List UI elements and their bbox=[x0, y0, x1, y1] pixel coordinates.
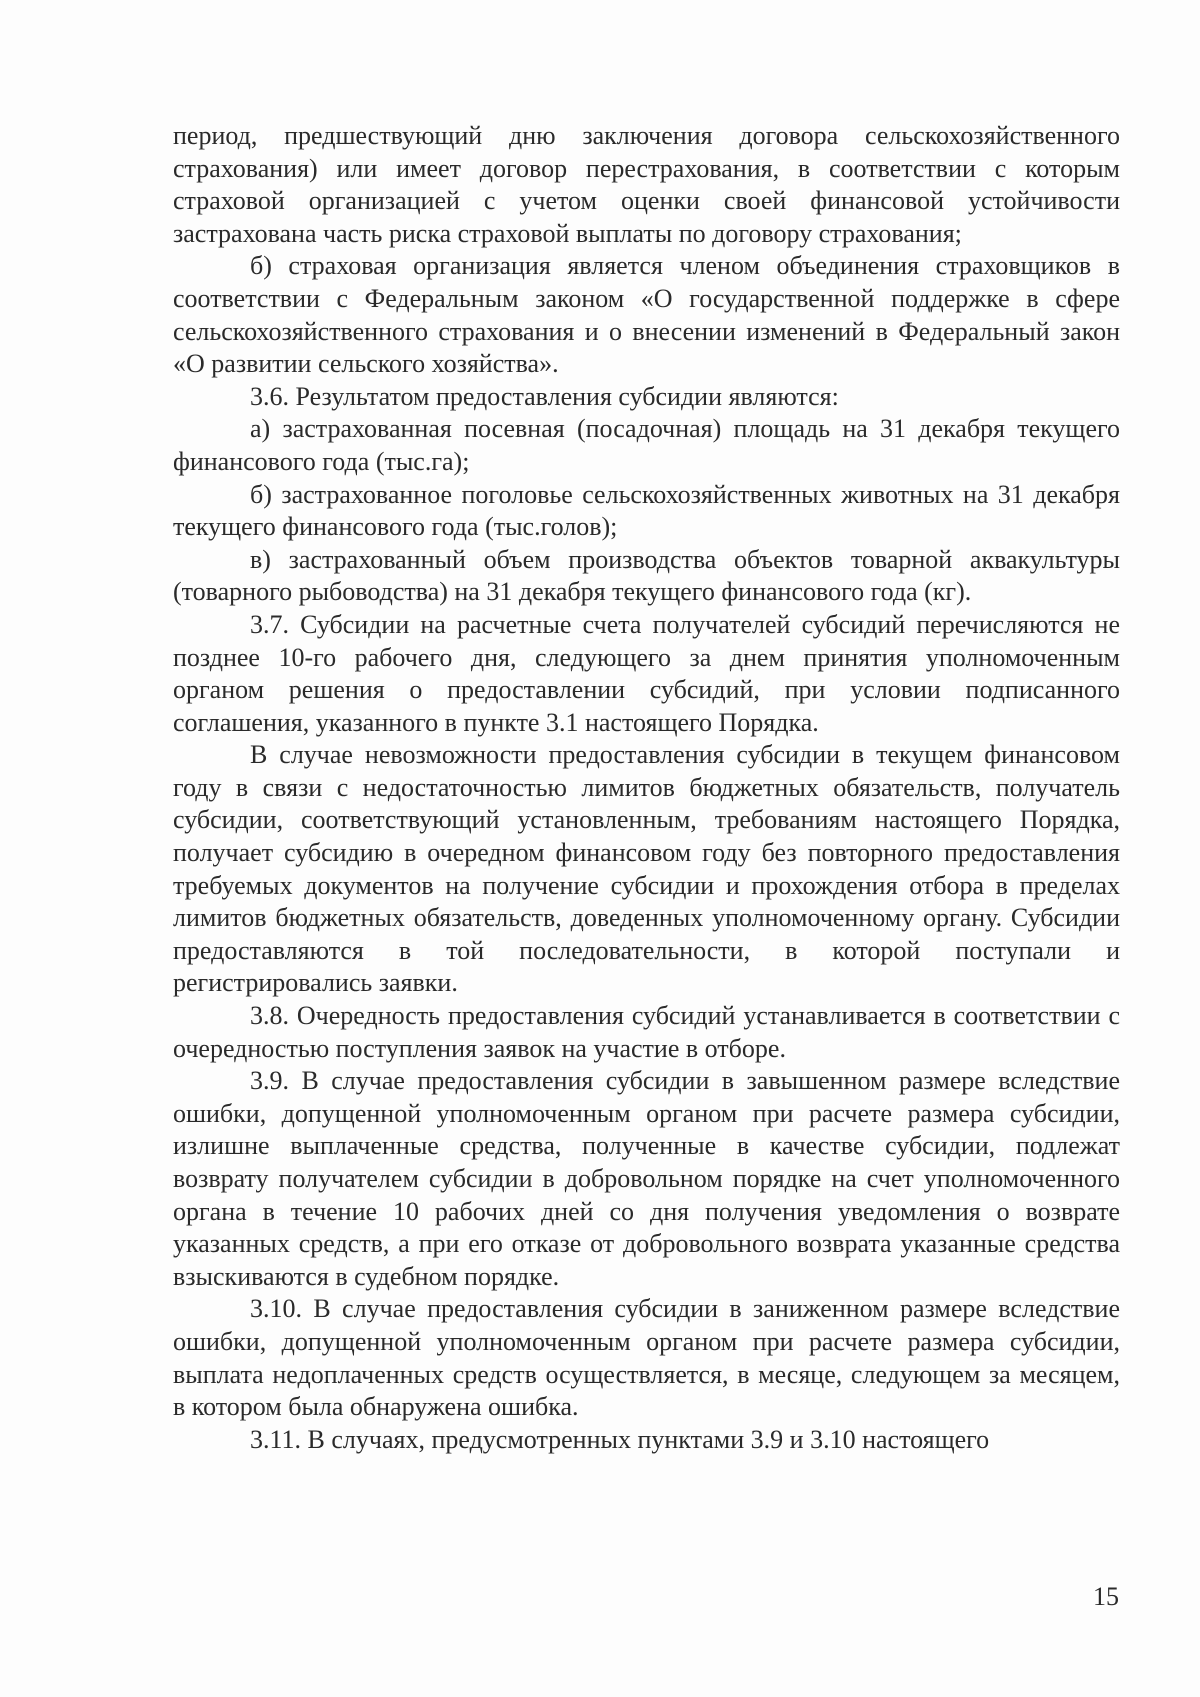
paragraph-insurer-membership: б) страховая организация является членом объединения страховщиков в соответствии с Федеральным законом «О государственной поддержке в сфере сельскохозяйственного страхования и о внесении изменений в Федеральный закон «О развитии сельского хозяйства». bbox=[173, 251, 1120, 379]
paragraph-3-6-b: б) застрахованное поголовье сельскохозяйственных животных на 31 декабря текущего финансового года (тыс.голов); bbox=[173, 479, 1120, 542]
paragraph-3-7: 3.7. Субсидии на расчетные счета получателей субсидий перечисляются не позднее 10-го рабочего дня, следующего за днем принятия уполномоченным органом решения о предоставлении субсидий, при условии подписанного соглашения, указанного в пункте 3.1 настоящего Порядка. bbox=[173, 609, 1120, 737]
page-number: 15 bbox=[1093, 1582, 1119, 1611]
paragraph-3-7-limits: В случае невозможности предоставления субсидии в текущем финансовом году в связи с недостаточностью лимитов бюджетных обязательств, получатель субсидии, соответствующий установленным, требованиям настоящего Порядка, получает субсидию в очередном финансовом году без повторного предоставления требуемых документов на получение субсидии и прохождения отбора в пределах лимитов бюджетных обязательств, доведенных уполномоченному органу. Субсидии предоставляются в той последовательности, в которой поступали и регистрировались заявки. bbox=[173, 740, 1120, 998]
paragraph-3-6-a: а) застрахованная посевная (посадочная) площадь на 31 декабря текущего финансового года (тыс.га); bbox=[173, 414, 1120, 476]
paragraph-3-10: 3.10. В случае предоставления субсидии в заниженном размере вследствие ошибки, допущенной уполномоченным органом при расчете размера субсидии, выплата недоплаченных средств осуществляется, в месяце, следующем за месяцем, в котором была обнаружена ошибка. bbox=[173, 1294, 1120, 1422]
paragraph-3-8: 3.8. Очередность предоставления субсидий устанавливается в соответствии с очередностью поступления заявок на участие в отборе. bbox=[173, 1001, 1120, 1063]
paragraph-3-6-v: в) застрахованный объем производства объектов товарной аквакультуры (товарного рыбоводства) на 31 декабря текущего финансового года (кг). bbox=[173, 544, 1120, 607]
paragraph-3-9: 3.9. В случае предоставления субсидии в завышенном размере вследствие ошибки, допущенной уполномоченным органом при расчете размера субсидии, излишне выплаченные средства, полученные в качестве субсидии, подлежат возврату получателем субсидии в добровольном порядке на счет уполномоченного органа в течение 10 рабочих дней со дня получения уведомления о возврате указанных средств, а при его отказе от добровольного возврата указанные средства взыскиваются в судебном порядке. bbox=[173, 1066, 1120, 1291]
paragraph-3-11: 3.11. В случаях, предусмотренных пунктами 3.9 и 3.10 настоящего bbox=[250, 1424, 990, 1454]
document-body bbox=[173, 120, 1120, 1456]
paragraph-continuation: период, предшествующий дню заключения договора сельскохозяйственного страхования) или имеет договор перестрахования, в соответствии с которым страховой организацией с учетом оценки своей финансовой устойчивости застрахована часть риска страховой выплаты по договору страхования; bbox=[173, 121, 1120, 248]
paragraph-3-6: 3.6. Результатом предоставления субсидии являются: bbox=[250, 381, 839, 411]
